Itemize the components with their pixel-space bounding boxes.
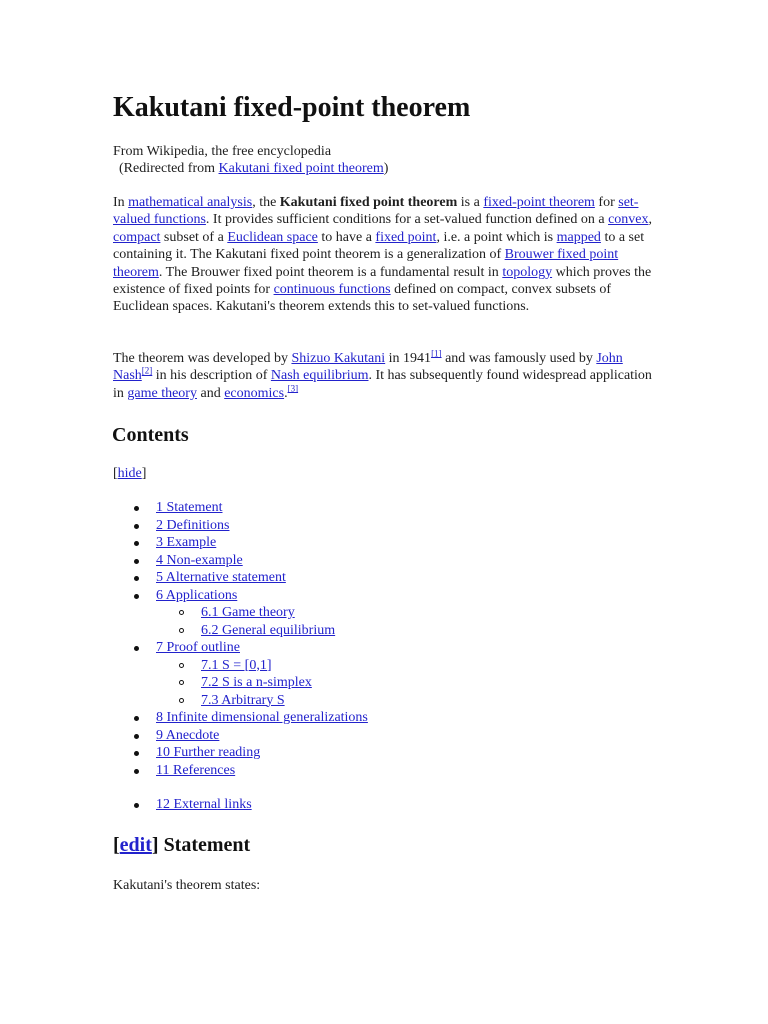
text-run: to a set containing it. The Kakutani fixed point theorem is a generalization of <box>113 229 645 263</box>
link-shizuo-kakutani[interactable]: Shizuo Kakutani <box>291 351 386 366</box>
toc-link[interactable]: 12 External links <box>156 797 252 812</box>
toc-hide-link[interactable]: hide <box>117 466 142 481</box>
toc-item <box>113 499 223 516</box>
page-title: Kakutani fixed-point theorem <box>113 92 471 123</box>
link-game-theory[interactable]: game theory <box>127 385 197 401</box>
toc-link[interactable]: 5 Alternative statement <box>156 570 286 585</box>
toc-link[interactable]: 7.1 S = [0,1] <box>201 657 272 673</box>
contents-heading: Contents <box>112 424 189 446</box>
text-run: in his description of <box>152 368 271 384</box>
toc-hide-toggle <box>113 465 146 482</box>
redirect-prefix: (Redirected from <box>119 161 219 176</box>
circle-bullet-icon <box>179 663 184 668</box>
text-run: , the <box>252 195 280 210</box>
bullet-icon <box>134 506 139 511</box>
bullet-icon <box>134 769 139 774</box>
toc-item <box>113 727 219 744</box>
circle-bullet-icon <box>179 628 184 633</box>
toc-item <box>113 517 230 534</box>
link-nash-equilibrium[interactable]: Nash equilibrium <box>270 368 369 384</box>
toc-subitem <box>113 674 312 691</box>
toc-link[interactable]: 10 Further reading <box>156 745 261 760</box>
section-text: Kakutani's theorem states: <box>113 878 261 893</box>
bracket-close: ] <box>141 466 147 481</box>
bullet-icon <box>134 751 139 756</box>
reference-3[interactable]: [3] <box>287 383 299 394</box>
redirect-notice <box>119 160 388 177</box>
section-title: Statement <box>158 834 251 856</box>
text-run: , i.e. a point which is <box>436 229 557 245</box>
text-run: which proves the existence of fixed points for <box>113 264 652 298</box>
intro-paragraph <box>113 194 653 316</box>
circle-bullet-icon <box>179 698 184 703</box>
link-continuous-functions[interactable]: continuous functions <box>273 282 391 298</box>
bullet-icon <box>134 803 139 808</box>
text-run: in 1941 <box>385 351 432 366</box>
toc-item <box>113 639 240 656</box>
toc-subitem <box>113 692 285 709</box>
bullet-icon <box>134 716 139 721</box>
link-fixed-point-theorem[interactable]: fixed-point theorem <box>483 195 595 210</box>
bold-term: Kakutani fixed point theorem <box>279 195 458 210</box>
history-paragraph <box>113 350 653 402</box>
bracket-close: ] <box>151 834 159 856</box>
bullet-icon <box>134 576 139 581</box>
text-run: and <box>196 385 225 401</box>
text-run: is a <box>457 195 484 210</box>
text-run: , <box>648 212 652 228</box>
toc-item <box>113 534 216 551</box>
link-set-valued-functions[interactable]: set-valued functions <box>113 195 639 228</box>
toc-item <box>113 569 286 586</box>
toc-link[interactable]: 1 Statement <box>156 500 223 515</box>
edit-link[interactable]: edit <box>119 834 152 856</box>
link-compact[interactable]: compact <box>113 229 161 245</box>
circle-bullet-icon <box>179 610 184 615</box>
text-run: and was famously used by <box>441 351 597 366</box>
text-run: . It provides sufficient conditions for a set-valued function defined on a <box>205 212 609 228</box>
bracket-open: [ <box>113 834 120 856</box>
link-topology[interactable]: topology <box>502 264 553 280</box>
toc-link[interactable]: 3 Example <box>156 535 217 550</box>
reference-2[interactable]: [2] <box>141 365 153 376</box>
text-run: . The Brouwer fixed point theorem is a fundamental result in <box>158 264 503 280</box>
toc-link[interactable]: 4 Non-example <box>156 552 243 568</box>
toc-link[interactable]: 7.3 Arbitrary S <box>201 692 285 708</box>
text-run: to have a <box>317 229 376 245</box>
link-economics[interactable]: economics <box>224 385 285 401</box>
toc-link[interactable]: 2 Definitions <box>156 517 230 533</box>
link-convex[interactable]: convex <box>608 212 649 228</box>
bullet-icon <box>134 524 139 529</box>
link-john-nash[interactable]: John Nash <box>113 351 623 384</box>
text-run: . <box>284 385 288 401</box>
toc-link[interactable]: 6.2 General equilibrium <box>201 622 336 638</box>
toc-item <box>113 552 243 569</box>
site-subtitle: From Wikipedia, the free encyclopedia <box>113 144 332 159</box>
link-fixed-point[interactable]: fixed point <box>375 229 437 245</box>
text-run: In <box>113 195 129 210</box>
link-brouwer-fixed-point-theorem[interactable]: Brouwer fixed point theorem <box>113 247 619 280</box>
text-run: . It has subsequently found widespread application in <box>113 368 652 401</box>
toc-link[interactable]: 7 Proof outline <box>156 640 240 655</box>
toc-item <box>113 762 235 779</box>
text-run: defined on compact, convex subsets of Euclidean spaces. Kakutani's theorem extends this to set-valued functions. <box>113 282 612 315</box>
toc-link[interactable]: 6.1 Game theory <box>201 605 295 620</box>
toc-link[interactable]: 7.2 S is a n-simplex <box>201 675 312 690</box>
redirect-link[interactable]: Kakutani fixed point theorem <box>218 161 384 176</box>
toc-link[interactable]: 6 Applications <box>156 587 238 603</box>
bullet-icon <box>134 646 139 651</box>
toc-item <box>113 796 252 813</box>
toc-link[interactable]: 8 Infinite dimensional generalizations <box>156 710 368 725</box>
redirect-suffix: ) <box>383 161 389 176</box>
reference-1[interactable]: [1] <box>431 348 442 359</box>
toc-item <box>113 744 260 761</box>
bullet-icon <box>134 541 139 546</box>
toc-subitem <box>113 604 295 621</box>
text-run: subset of a <box>160 229 228 245</box>
bullet-icon <box>134 559 139 564</box>
toc-subitem <box>113 657 272 674</box>
bracket-open: [ <box>113 466 118 481</box>
link-euclidean-space[interactable]: Euclidean space <box>227 229 318 245</box>
section-heading-statement <box>113 833 250 857</box>
bullet-icon <box>134 594 139 599</box>
toc-link[interactable]: 9 Anecdote <box>156 727 220 743</box>
toc-link[interactable]: 11 References <box>156 762 236 778</box>
text-run: for <box>594 195 619 210</box>
circle-bullet-icon <box>179 680 184 685</box>
link-mathematical-analysis[interactable]: mathematical analysis <box>128 195 253 210</box>
text-run: The theorem was developed by <box>113 351 292 366</box>
bullet-icon <box>134 734 139 739</box>
link-mapped[interactable]: mapped <box>556 229 601 245</box>
toc-item <box>113 709 368 726</box>
toc-item <box>113 587 237 604</box>
toc-subitem <box>113 622 335 639</box>
